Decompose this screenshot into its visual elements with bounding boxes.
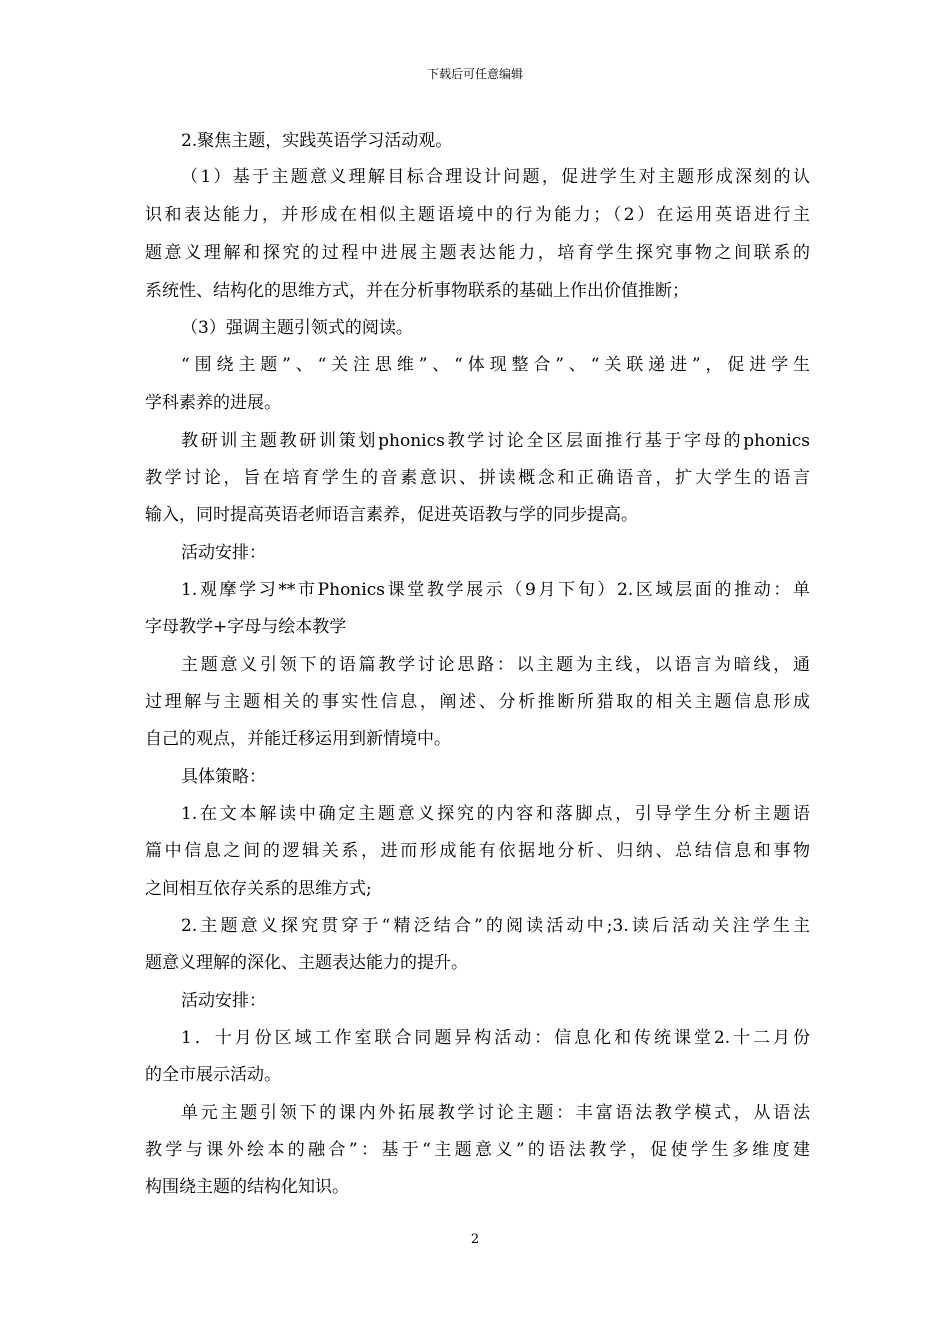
text-line: 1.在文本解读中确定主题意义探究的内容和落脚点，引导学生分析主题语	[181, 804, 810, 824]
text-line: 1.观摩学习**市Phonics课堂教学展示（9月下旬）2.区域层面的推动：单	[181, 580, 810, 600]
text-line: 题意义理解和探究的过程中进展主题表达能力，培育学生探究事物之间联系的	[145, 243, 810, 263]
text-line: 主题意义引领下的语篇教学讨论思路：以主题为主线，以语言为暗线，通	[181, 655, 810, 675]
text-line: 过理解与主题相关的事实性信息，阐述、分析推断所猎取的相关主题信息形成	[145, 692, 810, 712]
text-line: 2.聚焦主题，实践英语学习活动观。	[181, 131, 453, 151]
text-line: 活动安排：	[181, 991, 266, 1011]
text-line: 字母教学+字母与绘本教学	[145, 617, 347, 637]
text-line: 的全市展示活动。	[145, 1065, 281, 1085]
text-line: 篇中信息之间的逻辑关系，进而形成能有依据地分析、归纳、总结信息和事物	[145, 841, 810, 861]
text-line: （1）基于主题意义理解目标合理设计问题，促进学生对主题形成深刻的认	[181, 167, 810, 187]
text-line: 构围绕主题的结构化知识。	[145, 1177, 349, 1197]
text-line: 1．十月份区域工作室联合同题异构活动：信息化和传统课堂2.十二月份	[181, 1028, 810, 1048]
text-line: 活动安排：	[181, 543, 266, 563]
page-header: 下载后可任意编辑	[426, 67, 523, 81]
text-line: 题意义理解的深化、主题表达能力的提升。	[145, 953, 468, 973]
text-line: “围绕主题”、“关注思维”、“体现整合”、“关联递进”，促进学生	[181, 355, 810, 375]
text-line: 学科素养的进展。	[145, 393, 281, 413]
text-line: 具体策略：	[181, 767, 266, 787]
text-line: 教学与课外绘本的融合”：基于“主题意义”的语法教学，促使学生多维度建	[145, 1140, 810, 1160]
text-line: 2.主题意义探究贯穿于“精泛结合”的阅读活动中;3.读后活动关注学生主	[181, 916, 810, 936]
text-line: 识和表达能力，并形成在相似主题语境中的行为能力；（2）在运用英语进行主	[145, 205, 810, 225]
text-line: 教学讨论，旨在培育学生的音素意识、拼读概念和正确语音，扩大学生的语言	[145, 468, 810, 488]
text-line: 自己的观点，并能迁移运用到新情境中。	[145, 729, 451, 749]
page-number: 2	[470, 1232, 480, 1247]
text-line: 输入，同时提高英语老师语言素养，促进英语教与学的同步提高。	[145, 505, 638, 525]
text-line: 系统性、结构化的思维方式，并在分析事物联系的基础上作出价值推断；	[145, 281, 689, 301]
text-line: 单元主题引领下的课内外拓展教学讨论主题：丰富语法教学模式，从语法	[181, 1103, 810, 1123]
text-line: （3）强调主题引领式的阅读。	[181, 318, 413, 338]
text-line: 之间相互依存关系的思维方式;	[145, 879, 372, 899]
text-line: 教研训主题教研训策划phonics教学讨论全区层面推行基于字母的phonics	[181, 431, 810, 451]
